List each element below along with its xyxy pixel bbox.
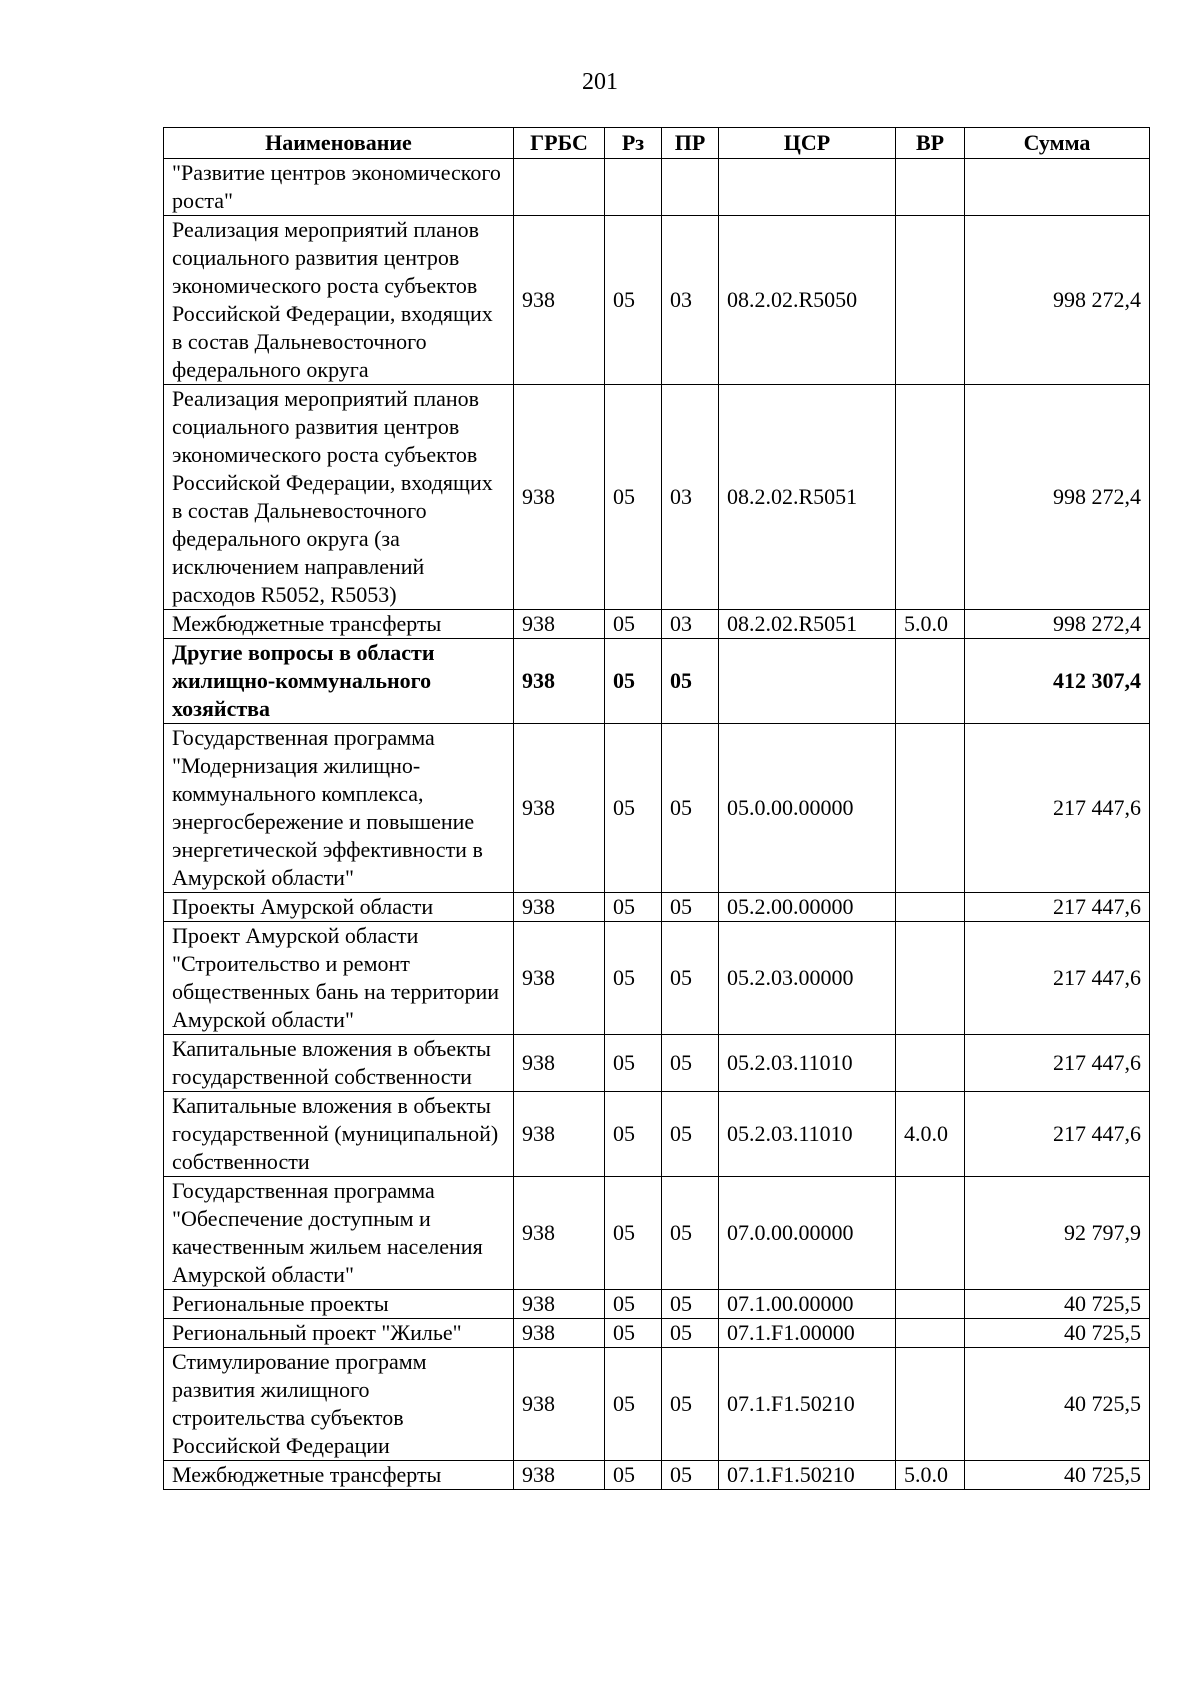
table-row bbox=[164, 1461, 1150, 1490]
table-row bbox=[164, 639, 1150, 724]
cell-pr: 05 bbox=[662, 1348, 719, 1461]
cell-csr bbox=[719, 639, 896, 724]
cell-csr: 05.2.03.11010 bbox=[719, 1035, 896, 1092]
cell-grbs: 938 bbox=[514, 1461, 605, 1490]
cell-pr bbox=[662, 159, 719, 216]
cell-name: Проекты Амурской области bbox=[164, 893, 514, 922]
budget-table bbox=[163, 127, 1150, 1490]
cell-vr bbox=[896, 1319, 965, 1348]
cell-grbs: 938 bbox=[514, 1290, 605, 1319]
cell-rz: 05 bbox=[605, 724, 662, 893]
cell-vr bbox=[896, 385, 965, 610]
cell-vr bbox=[896, 639, 965, 724]
cell-grbs: 938 bbox=[514, 893, 605, 922]
cell-vr bbox=[896, 216, 965, 385]
cell-grbs: 938 bbox=[514, 1319, 605, 1348]
cell-pr: 03 bbox=[662, 216, 719, 385]
cell-name: Стимулирование программ развития жилищного строительства субъектов Российской Федерации bbox=[164, 1348, 514, 1461]
cell-sum: 217 447,6 bbox=[965, 1035, 1150, 1092]
cell-rz: 05 bbox=[605, 1290, 662, 1319]
cell-vr: 4.0.0 bbox=[896, 1092, 965, 1177]
cell-grbs: 938 bbox=[514, 1035, 605, 1092]
header-row bbox=[164, 128, 1150, 159]
cell-csr: 05.2.00.00000 bbox=[719, 893, 896, 922]
cell-csr: 05.0.00.00000 bbox=[719, 724, 896, 893]
cell-pr: 05 bbox=[662, 1092, 719, 1177]
cell-sum: 998 272,4 bbox=[965, 610, 1150, 639]
cell-pr: 05 bbox=[662, 1319, 719, 1348]
cell-name: Региональные проекты bbox=[164, 1290, 514, 1319]
table-row bbox=[164, 216, 1150, 385]
table-row bbox=[164, 922, 1150, 1035]
cell-sum: 40 725,5 bbox=[965, 1290, 1150, 1319]
cell-sum: 40 725,5 bbox=[965, 1348, 1150, 1461]
cell-name: Региональный проект "Жилье" bbox=[164, 1319, 514, 1348]
cell-grbs: 938 bbox=[514, 639, 605, 724]
cell-sum: 217 447,6 bbox=[965, 893, 1150, 922]
cell-csr bbox=[719, 159, 896, 216]
header-rz: Рз bbox=[605, 128, 662, 159]
cell-pr: 05 bbox=[662, 724, 719, 893]
header-name: Наименование bbox=[164, 128, 514, 159]
cell-grbs: 938 bbox=[514, 1177, 605, 1290]
header-pr: ПР bbox=[662, 128, 719, 159]
table-row bbox=[164, 1348, 1150, 1461]
cell-vr bbox=[896, 922, 965, 1035]
cell-pr: 05 bbox=[662, 1461, 719, 1490]
cell-vr bbox=[896, 159, 965, 216]
cell-name: Межбюджетные трансферты bbox=[164, 1461, 514, 1490]
cell-name: Государственная программа "Обеспечение доступным и качественным жильем населения Амурской области" bbox=[164, 1177, 514, 1290]
cell-sum: 217 447,6 bbox=[965, 922, 1150, 1035]
cell-rz: 05 bbox=[605, 893, 662, 922]
cell-rz bbox=[605, 159, 662, 216]
cell-rz: 05 bbox=[605, 385, 662, 610]
cell-pr: 05 bbox=[662, 1035, 719, 1092]
cell-rz: 05 bbox=[605, 610, 662, 639]
cell-vr: 5.0.0 bbox=[896, 610, 965, 639]
cell-grbs: 938 bbox=[514, 610, 605, 639]
cell-name: Реализация мероприятий планов социального развития центров экономического роста субъектов Российской Федерации, входящих в состав Дальневосточного федерального округа (за исключением направлений расходов R5052, R5053) bbox=[164, 385, 514, 610]
cell-grbs bbox=[514, 159, 605, 216]
cell-rz: 05 bbox=[605, 1177, 662, 1290]
cell-name: Капитальные вложения в объекты государственной (муниципальной) собственности bbox=[164, 1092, 514, 1177]
cell-csr: 07.1.F1.50210 bbox=[719, 1461, 896, 1490]
table-row bbox=[164, 1092, 1150, 1177]
table-row bbox=[164, 385, 1150, 610]
cell-rz: 05 bbox=[605, 922, 662, 1035]
cell-sum: 217 447,6 bbox=[965, 724, 1150, 893]
cell-csr: 08.2.02.R5050 bbox=[719, 216, 896, 385]
cell-sum: 92 797,9 bbox=[965, 1177, 1150, 1290]
cell-grbs: 938 bbox=[514, 724, 605, 893]
cell-pr: 05 bbox=[662, 1177, 719, 1290]
header-sum: Сумма bbox=[965, 128, 1150, 159]
header-vr: ВР bbox=[896, 128, 965, 159]
cell-grbs: 938 bbox=[514, 216, 605, 385]
cell-rz: 05 bbox=[605, 1348, 662, 1461]
page-number: 201 bbox=[582, 69, 618, 95]
table-row bbox=[164, 1177, 1150, 1290]
cell-csr: 05.2.03.11010 bbox=[719, 1092, 896, 1177]
cell-name: "Развитие центров экономического роста" bbox=[164, 159, 514, 216]
cell-csr: 08.2.02.R5051 bbox=[719, 385, 896, 610]
header-grbs: ГРБС bbox=[514, 128, 605, 159]
cell-vr bbox=[896, 893, 965, 922]
cell-sum: 217 447,6 bbox=[965, 1092, 1150, 1177]
cell-csr: 08.2.02.R5051 bbox=[719, 610, 896, 639]
table-row bbox=[164, 1035, 1150, 1092]
cell-name: Государственная программа "Модернизация жилищно-коммунального комплекса, энергосбережение и повышение энергетической эффективности в Амурской области" bbox=[164, 724, 514, 893]
cell-vr: 5.0.0 bbox=[896, 1461, 965, 1490]
table-row bbox=[164, 1290, 1150, 1319]
cell-grbs: 938 bbox=[514, 385, 605, 610]
cell-grbs: 938 bbox=[514, 1348, 605, 1461]
cell-rz: 05 bbox=[605, 1319, 662, 1348]
cell-pr: 05 bbox=[662, 639, 719, 724]
cell-rz: 05 bbox=[605, 1035, 662, 1092]
cell-vr bbox=[896, 1177, 965, 1290]
cell-sum: 998 272,4 bbox=[965, 385, 1150, 610]
cell-csr: 05.2.03.00000 bbox=[719, 922, 896, 1035]
table-body bbox=[164, 159, 1150, 1490]
cell-vr bbox=[896, 1035, 965, 1092]
header-csr: ЦСР bbox=[719, 128, 896, 159]
cell-vr bbox=[896, 1348, 965, 1461]
cell-name: Реализация мероприятий планов социального развития центров экономического роста субъектов Российской Федерации, входящих в состав Дальневосточного федерального округа bbox=[164, 216, 514, 385]
cell-csr: 07.1.F1.50210 bbox=[719, 1348, 896, 1461]
cell-rz: 05 bbox=[605, 639, 662, 724]
cell-sum: 998 272,4 bbox=[965, 216, 1150, 385]
cell-pr: 03 bbox=[662, 610, 719, 639]
cell-sum bbox=[965, 159, 1150, 216]
cell-sum: 40 725,5 bbox=[965, 1319, 1150, 1348]
cell-name: Другие вопросы в области жилищно-коммунального хозяйства bbox=[164, 639, 514, 724]
cell-csr: 07.0.00.00000 bbox=[719, 1177, 896, 1290]
table-row bbox=[164, 893, 1150, 922]
table-row bbox=[164, 1319, 1150, 1348]
table-row bbox=[164, 159, 1150, 216]
cell-vr bbox=[896, 724, 965, 893]
cell-csr: 07.1.F1.00000 bbox=[719, 1319, 896, 1348]
cell-csr: 07.1.00.00000 bbox=[719, 1290, 896, 1319]
cell-grbs: 938 bbox=[514, 922, 605, 1035]
cell-grbs: 938 bbox=[514, 1092, 605, 1177]
cell-rz: 05 bbox=[605, 1461, 662, 1490]
cell-vr bbox=[896, 1290, 965, 1319]
cell-name: Межбюджетные трансферты bbox=[164, 610, 514, 639]
cell-pr: 05 bbox=[662, 1290, 719, 1319]
table-row bbox=[164, 724, 1150, 893]
cell-sum: 40 725,5 bbox=[965, 1461, 1150, 1490]
cell-name: Капитальные вложения в объекты государственной собственности bbox=[164, 1035, 514, 1092]
cell-pr: 03 bbox=[662, 385, 719, 610]
cell-sum: 412 307,4 bbox=[965, 639, 1150, 724]
cell-name: Проект Амурской области "Строительство и ремонт общественных бань на территории Амурской области" bbox=[164, 922, 514, 1035]
table-row bbox=[164, 610, 1150, 639]
cell-rz: 05 bbox=[605, 1092, 662, 1177]
cell-rz: 05 bbox=[605, 216, 662, 385]
cell-pr: 05 bbox=[662, 893, 719, 922]
cell-pr: 05 bbox=[662, 922, 719, 1035]
table-header bbox=[164, 128, 1150, 159]
